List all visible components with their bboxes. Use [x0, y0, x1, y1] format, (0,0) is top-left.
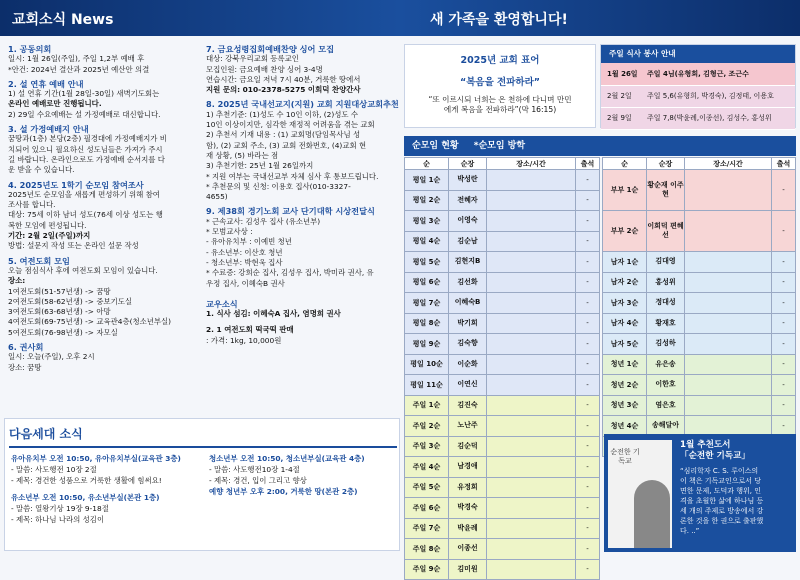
news-text: 길 바랍니다. 온라인으로도 가정예배 순서지를 다 — [8, 154, 165, 164]
group-leader: 박기희 — [449, 313, 487, 334]
news-text: 1) 추천기준: (1)성도 수 10인 이하, (2)성도 수 — [206, 109, 359, 119]
group-name: 부부 2순 — [603, 211, 647, 252]
recommended-book-panel — [604, 434, 796, 552]
group-attendance: - — [576, 436, 600, 457]
news-text: 오늘 점심식사 후에 여전도회 모임이 있습니다. — [8, 265, 158, 275]
group-place — [487, 170, 576, 191]
group-name: 주일 6순 — [405, 498, 449, 519]
table-row — [405, 518, 600, 539]
news-text: * 지원 여부는 국내선교부 자체 심사 후 통보드립니다. — [206, 171, 379, 181]
group-place — [487, 498, 576, 519]
group-leader: 박윤례 — [449, 518, 487, 539]
group-place — [685, 252, 772, 273]
next-generation-title: 다음세대 소식 — [9, 427, 83, 441]
group-name: 남자 3순 — [603, 293, 647, 314]
group-leader: 전혜자 — [449, 190, 487, 211]
news-heading-9: 9. 제38회 경기노회 교사 단기대학 시상전달식 — [206, 206, 375, 217]
group-place — [487, 395, 576, 416]
news-text: 10인 이상이지만, 심각한 재정적 어려움을 겪는 교회 — [206, 120, 375, 130]
news-text: 조사를 합니다. — [8, 200, 56, 210]
group-attendance: - — [772, 375, 796, 396]
dept-heading: 유소년부 오전 10:50, 유소년부실(본관 1층) — [11, 493, 160, 502]
group-leader: 송해달아 — [647, 416, 685, 437]
welcome-title: 새 가족을 환영합니다! — [430, 12, 568, 28]
group-place — [487, 559, 576, 580]
group-attendance: - — [576, 457, 600, 478]
group-leader: 황순재 이주현 — [647, 170, 685, 211]
group-leader: 황재호 — [647, 313, 685, 334]
table-row — [405, 416, 600, 437]
motto-verse: “또 이르시되 너희는 온 천하에 다니며 만민 에게 복음을 전파하라”(막 16:15) — [428, 95, 572, 114]
group-leader: 이종선 — [449, 539, 487, 560]
news-text: 장소: — [8, 276, 26, 286]
dept-text: - 제목: 하나님 나라의 성김이 — [11, 515, 105, 524]
group-name: 청년 2순 — [603, 375, 647, 396]
group-name: 청년 3순 — [603, 395, 647, 416]
table-row — [405, 170, 600, 191]
group-place — [487, 457, 576, 478]
table-row — [405, 559, 600, 580]
news-text: 대상: 강북우리교회 등록교인 — [206, 54, 299, 64]
small-group-table-left: 순 순장 장소/시간 출석 평일 1순 박성란 - 평일 2순 전혜자 - 평일 3순 이영숙 - 평일 4순 김순남 - 평일 5순 김현지B - 평일 6순 김선화 - 평일 7순 이혜숙B - 평일 8순 박기희 - 평일 9순 김숙향 - 평일 10순 이순화 - 평일 11순 이연신 - 주일 1순 김진숙 - 주일 2순 노난주 - 주일 3순 김순덕 - 주일 4순 남경애 - 주일 5순 유정희 - 주일 6순 박경숙 - 주일 7순 박윤례 - 주일 8순 이종선 - 주일 9순 김미원 - — [404, 157, 600, 580]
group-name: 평일 4순 — [405, 231, 449, 252]
news-heading-6: 6. 권사회 — [8, 342, 44, 353]
group-place — [487, 375, 576, 396]
news-heading-3: 3. 설 가정예배지 안내 — [8, 124, 89, 135]
group-name: 주일 3순 — [405, 436, 449, 457]
group-attendance: - — [576, 416, 600, 437]
group-name: 평일 10순 — [405, 354, 449, 375]
group-attendance: - — [576, 539, 600, 560]
news-text: 온라인 예배로만 진행됩니다. — [8, 99, 102, 109]
group-name: 평일 1순 — [405, 170, 449, 191]
group-attendance: - — [576, 293, 600, 314]
group-name: 평일 11순 — [405, 375, 449, 396]
news-text: 기간: 2월 2일(주일)까지 — [8, 231, 91, 241]
group-attendance: - — [576, 231, 600, 252]
group-place — [487, 190, 576, 211]
group-place — [487, 272, 576, 293]
group-attendance: - — [576, 252, 600, 273]
group-name: 남자 2순 — [603, 272, 647, 293]
book-description: “심리학자 C. S. 루이스의 이 책은 기독교인으로서 당 면한 문제, 도덕과 행위, 인 격을 초월한 삶에 하나님 등 세 개의 주제로 방송에서 강 론한 것을 한 권으로 출판했 다. ..” — [680, 467, 764, 535]
news-text: 지원 문의: 010-2378-5275 이회덕 찬양간사 — [206, 85, 361, 95]
dept-text: - 말씀: 열왕기상 19장 9-18절 — [11, 504, 109, 513]
header-banner — [0, 0, 800, 36]
group-leader: 이혜숙B — [449, 293, 487, 314]
group-leader: 염은호 — [647, 395, 685, 416]
group-leader: 박성란 — [449, 170, 487, 191]
group-attendance: - — [772, 313, 796, 334]
group-attendance: - — [576, 211, 600, 232]
table-row — [405, 375, 600, 396]
group-leader: 유은송 — [647, 354, 685, 375]
news-text: 꿈땅과(1층) 본당(2층) 필경대에 가정예배지가 비 — [8, 134, 167, 144]
dept-text: - 제목: 경건, 입이 그리고 향상 — [209, 476, 307, 485]
divider — [9, 446, 397, 448]
group-attendance: - — [772, 252, 796, 273]
group-place — [487, 231, 576, 252]
group-place — [487, 477, 576, 498]
group-attendance: - — [772, 395, 796, 416]
group-leader: 김순남 — [449, 231, 487, 252]
table-row — [405, 477, 600, 498]
group-attendance: - — [772, 293, 796, 314]
news-text: 2. 1 여전도회 떡국떡 판매 — [206, 325, 294, 335]
group-name: 평일 8순 — [405, 313, 449, 334]
group-place — [487, 518, 576, 539]
group-attendance: - — [772, 354, 796, 375]
group-attendance: - — [576, 190, 600, 211]
group-place — [487, 252, 576, 273]
news-text: 운 받을 수 있습니다. — [8, 165, 75, 175]
group-attendance: - — [772, 416, 796, 437]
news-text: 장소: 꿈땅 — [8, 362, 42, 372]
group-leader: 정대성 — [647, 293, 685, 314]
group-name: 주일 1순 — [405, 395, 449, 416]
group-leader: 김현지B — [449, 252, 487, 273]
group-name: 평일 3순 — [405, 211, 449, 232]
news-text: 4여전도회(69-75년생) -> 교육관4층(청소년부실) — [8, 317, 172, 327]
group-attendance: - — [576, 354, 600, 375]
table-row — [603, 395, 796, 416]
meal-table — [601, 63, 795, 130]
table-row — [405, 457, 600, 478]
news-text: - 유아유치부 : 이예빈 청년 — [206, 237, 292, 247]
news-heading-1: 1. 공동의회 — [8, 44, 52, 54]
group-attendance: - — [576, 498, 600, 519]
table-row: 2월 9일 주일 7,8(박윤례,이종선), 김성수, 홍성위 — [601, 107, 795, 129]
meal-service-box — [600, 44, 796, 128]
group-name: 평일 9순 — [405, 334, 449, 355]
table-row — [603, 416, 796, 437]
news-heading-2: 2. 설 연휴 예배 안내 — [8, 78, 84, 89]
group-leader: 김미원 — [449, 559, 487, 580]
news-text: 연습시간: 금요일 저녁 7시 40분, 거룩한 땅에서 — [206, 74, 361, 84]
group-attendance: - — [772, 272, 796, 293]
group-name: 평일 6순 — [405, 272, 449, 293]
group-leader: 김선화 — [449, 272, 487, 293]
book-cover-image: 순전한 기독교 — [608, 440, 672, 548]
group-leader: 김성하 — [647, 334, 685, 355]
news-text: 모집인원: 금요예배 찬양 싱어 3-4명 — [206, 64, 323, 74]
small-group-table-right: 순 순장 장소/시간 출석 부부 1순 황순재 이주현 - 부부 2순 이희덕 편혜선 - 남자 1순 김대영 - 남자 2순 홍성위 - 남자 3순 정대성 - 남자 4순 황재호 - 남자 5순 김성하 - 청년 1순 유은송 - 청년 2순 이한호 - 청년 3순 염은호 - 청년 4순 송해달아 - — [602, 157, 796, 457]
news-heading-7: 7. 금요성령집회예배찬양 싱어 모집 — [206, 44, 335, 54]
news-heading-8: 8. 2025년 국내선교지(지원) 교회 지원대상교회추천 — [206, 99, 399, 110]
table-row — [603, 272, 796, 293]
group-place — [487, 436, 576, 457]
motto-slogan: “복음을 전파하라” — [459, 77, 541, 88]
group-attendance: - — [576, 395, 600, 416]
group-leader: 이순화 — [449, 354, 487, 375]
group-leader: 유정희 — [449, 477, 487, 498]
nextgen-left — [11, 453, 207, 525]
news-text: 2여전도회(58-62년생) -> 중보기도실 — [8, 296, 133, 306]
group-place — [487, 354, 576, 375]
group-name: 남자 4순 — [603, 313, 647, 334]
group-attendance: - — [772, 211, 796, 252]
news-text: : 가격: 1kg, 10,000원 — [206, 335, 282, 345]
group-attendance: - — [772, 170, 796, 211]
group-leader: 이한호 — [647, 375, 685, 396]
news-text: * 모범교사상 : — [206, 227, 253, 237]
group-attendance: - — [576, 518, 600, 539]
table-row — [603, 252, 796, 273]
news-text: 일시: 1월 26일(주일), 주일 1,2부 예배 후 — [8, 54, 145, 64]
group-attendance: - — [576, 375, 600, 396]
small-group-status-bar — [404, 136, 796, 156]
news-text: - 유소년부: 이산호 청년 — [206, 247, 283, 257]
dept-text: - 말씀: 사도행전 10장 2절 — [11, 465, 97, 474]
table-row — [603, 211, 796, 252]
table-row — [603, 354, 796, 375]
table-row — [405, 436, 600, 457]
news-text: 1) 설 연휴 기간(1월 28일-30일) 새벽기도회는 — [8, 89, 160, 99]
next-generation-panel — [4, 418, 400, 551]
dept-heading: 청소년부 오전 10:50, 청소년부실(교육관 4층) — [209, 454, 365, 463]
group-attendance: - — [576, 313, 600, 334]
status-title: 순모임 현황 — [412, 141, 459, 151]
table-row — [405, 252, 600, 273]
table-row — [603, 293, 796, 314]
group-leader: 이영숙 — [449, 211, 487, 232]
group-name: 평일 5순 — [405, 252, 449, 273]
table-row — [603, 313, 796, 334]
group-leader: 김대영 — [647, 252, 685, 273]
group-leader: 김순덕 — [449, 436, 487, 457]
group-name: 청년 1순 — [603, 354, 647, 375]
news-text: 4655) — [206, 192, 228, 202]
dept-heading: 유아유치부 오전 10:50, 유아유치부실(교육관 3층) — [11, 454, 181, 463]
group-attendance: - — [576, 334, 600, 355]
motto-year: 2025년 교회 표어 — [460, 55, 540, 66]
news-heading-5: 5. 여전도회 모임 — [8, 255, 70, 266]
group-name: 주일 2순 — [405, 416, 449, 437]
table-row — [405, 334, 600, 355]
table-row — [405, 354, 600, 375]
dept-text: - 제목: 경건한 성품으로 거룩한 생활에 힘써요! — [11, 476, 162, 485]
news-text: 함), (2) 교회 주소, (3) 교회 전화번호, (4)교회 현 — [206, 140, 367, 150]
middle-news-column — [206, 40, 400, 346]
group-place — [685, 354, 772, 375]
group-leader: 김숙향 — [449, 334, 487, 355]
table-row: 2월 2일 주일 5,6(유형희, 박경숙), 김정태, 이용호 — [601, 85, 795, 107]
news-heading-4: 4. 2025년도 1학기 순모임 참여조사 — [8, 179, 144, 190]
group-place — [685, 272, 772, 293]
news-text: 2) 추천서 기재 내용 : (1) 교회명(담임목사님 성 — [206, 130, 361, 140]
group-leader: 이연신 — [449, 375, 487, 396]
table-row — [603, 334, 796, 355]
group-place — [685, 416, 772, 437]
group-place — [487, 416, 576, 437]
news-text: 일시: 오늘(주일), 오후 2시 — [8, 352, 95, 362]
table-row — [405, 293, 600, 314]
group-name: 주일 8순 — [405, 539, 449, 560]
table-row — [405, 272, 600, 293]
group-name: 남자 5순 — [603, 334, 647, 355]
news-text: *안건: 2024년 결산과 2025년 예산안 의결 — [8, 64, 150, 74]
book-title: 1월 추천도서 「순전한 기독교」 — [680, 440, 750, 461]
member-news-heading: 교우소식 — [206, 298, 238, 309]
group-place — [685, 334, 772, 355]
group-place — [487, 313, 576, 334]
table-row — [405, 539, 600, 560]
group-leader: 노난주 — [449, 416, 487, 437]
group-place — [685, 375, 772, 396]
dept-text: - 말씀: 사도행전10장 1-4절 — [209, 465, 300, 474]
news-text: 2025년도 순모임을 새롭게 편성하기 위해 참여 — [8, 189, 160, 199]
table-row: 1월 26일 주일 4님(유형희, 김형근, 조근수 — [601, 63, 795, 85]
table-row — [603, 375, 796, 396]
news-text: 복한 모임에 편성됩니다. — [8, 220, 87, 230]
nextgen-right — [209, 453, 397, 497]
news-text: 대상: 75세 이하 남녀 성도(76세 이상 성도는 행 — [8, 210, 163, 220]
author-portrait — [634, 480, 670, 548]
group-attendance: - — [772, 334, 796, 355]
meal-title: 주일 식사 봉사 안내 — [601, 45, 795, 63]
group-leader: 남경애 — [449, 457, 487, 478]
group-attendance: - — [576, 272, 600, 293]
group-place — [487, 539, 576, 560]
church-motto-box — [404, 44, 596, 128]
news-text: 1. 식사 섬김: 이혜숙A 집사, 염명희 권사 — [206, 309, 341, 319]
table-row — [603, 170, 796, 211]
group-name: 평일 2순 — [405, 190, 449, 211]
group-attendance: - — [576, 559, 600, 580]
group-place — [487, 293, 576, 314]
news-text: 3여전도회(63-68년생) -> 아망 — [8, 307, 111, 317]
left-news-column — [8, 40, 204, 373]
status-sub: *순모임 방학 — [473, 141, 526, 151]
group-leader: 홍성위 — [647, 272, 685, 293]
news-text: 2) 29일 수요예배는 설 가정예배로 대신합니다. — [8, 109, 161, 119]
group-name: 평일 7순 — [405, 293, 449, 314]
group-place — [685, 170, 772, 211]
group-place — [685, 211, 772, 252]
news-text: 5여전도회(76-98년생) -> 자모실 — [8, 327, 118, 337]
group-place — [487, 211, 576, 232]
group-name: 주일 5순 — [405, 477, 449, 498]
dept-heading: 예향 청년부 오후 2:00, 거룩한 땅(본관 2층) — [209, 487, 358, 496]
table-row — [405, 395, 600, 416]
group-name: 부부 1순 — [603, 170, 647, 211]
group-place — [685, 313, 772, 334]
group-name: 주일 9순 — [405, 559, 449, 580]
news-text: - 청소년부: 박현욱 집사 — [206, 257, 283, 267]
news-text: 3) 추천기한: 25년 1월 26일까지 — [206, 161, 314, 171]
news-text: 방법: 설문지 작성 또는 온라인 설문 작성 — [8, 241, 139, 251]
group-name: 주일 7순 — [405, 518, 449, 539]
news-text: * 수료증: 강희순 집사, 김성우 집사, 박미라 권사, 유 — [206, 268, 374, 278]
table-row — [405, 211, 600, 232]
news-text: 치되어 있으니 필요하신 성도님들은 가져가 주시 — [8, 144, 163, 154]
group-place — [685, 293, 772, 314]
group-attendance: - — [576, 477, 600, 498]
group-leader: 김진숙 — [449, 395, 487, 416]
news-text: 우정 집사, 이혜숙B 권사 — [206, 278, 285, 288]
group-name: 남자 1순 — [603, 252, 647, 273]
table-row — [405, 313, 600, 334]
news-text: * 추천문의 및 신청: 이용호 집사(010-3327- — [206, 181, 351, 191]
group-place — [685, 395, 772, 416]
news-text: * 근속교사: 김성우 집사 (유소년부) — [206, 216, 321, 226]
group-leader: 이희덕 편혜선 — [647, 211, 685, 252]
group-place — [487, 334, 576, 355]
group-leader: 박경숙 — [449, 498, 487, 519]
table-row — [405, 231, 600, 252]
group-name: 청년 4순 — [603, 416, 647, 437]
page-title: 교회소식 News — [12, 12, 114, 28]
table-row — [405, 498, 600, 519]
news-text: 1여전도회(51-57년생) -> 꿈땅 — [8, 286, 111, 296]
group-name: 주일 4순 — [405, 457, 449, 478]
group-attendance: - — [576, 170, 600, 191]
news-text: 재 상황, (5) 바라는 점 — [206, 150, 279, 160]
table-row — [405, 190, 600, 211]
